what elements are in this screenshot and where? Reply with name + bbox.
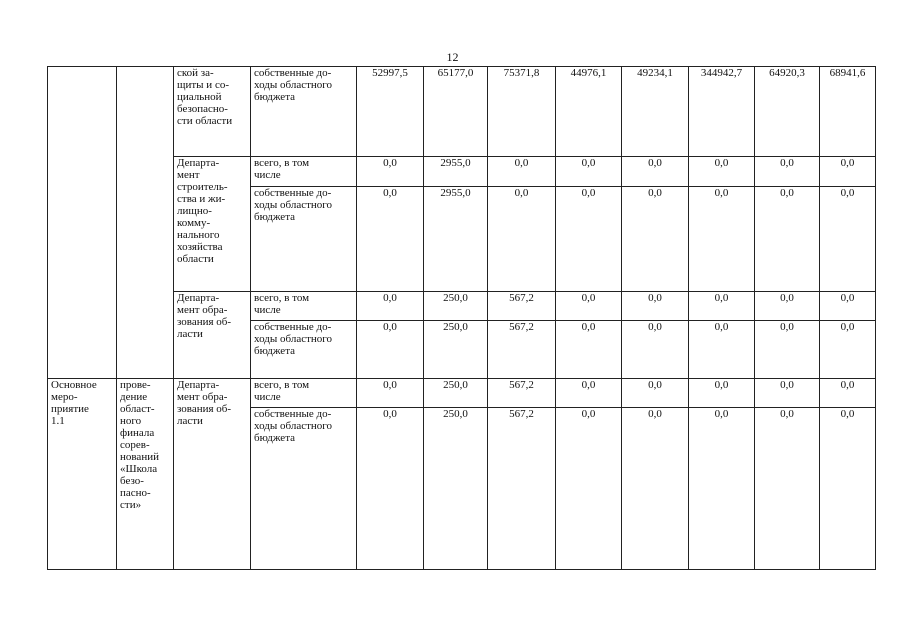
funding-source-cell: собственные до- ходы областного бюджета xyxy=(251,408,357,570)
value-cell: 0,0 xyxy=(755,379,820,408)
measure-cell: Основное меро- приятие 1.1 xyxy=(48,379,117,570)
value-cell: 344942,7 xyxy=(689,67,755,157)
value-cell: 0,0 xyxy=(755,187,820,292)
responsible-cell: Департа- мент строитель- ства и жи- лищно- комму- нального хозяйства области xyxy=(174,157,251,292)
value-cell: 0,0 xyxy=(755,292,820,321)
value-cell: 250,0 xyxy=(424,408,488,570)
value-cell: 0,0 xyxy=(820,157,876,187)
value-cell: 0,0 xyxy=(755,408,820,570)
measure-name-cell: прове- дение област- ного финала сорев- нований «Школа безо- пасно- сти» xyxy=(117,379,174,570)
value-cell: 0,0 xyxy=(357,379,424,408)
funding-source-cell: собственные до- ходы областного бюджета xyxy=(251,321,357,379)
value-cell: 0,0 xyxy=(622,187,689,292)
value-cell: 0,0 xyxy=(689,157,755,187)
value-cell: 250,0 xyxy=(424,379,488,408)
value-cell: 567,2 xyxy=(488,408,556,570)
value-cell: 44976,1 xyxy=(556,67,622,157)
value-cell: 0,0 xyxy=(689,408,755,570)
measure-name-cell xyxy=(117,67,174,379)
value-cell: 0,0 xyxy=(556,321,622,379)
funding-source-cell: всего, в том числе xyxy=(251,157,357,187)
value-cell: 64920,3 xyxy=(755,67,820,157)
value-cell: 2955,0 xyxy=(424,157,488,187)
value-cell: 0,0 xyxy=(755,321,820,379)
budget-table xyxy=(47,66,876,570)
value-cell: 2955,0 xyxy=(424,187,488,292)
value-cell: 0,0 xyxy=(357,157,424,187)
table-row xyxy=(48,67,876,157)
value-cell: 567,2 xyxy=(488,379,556,408)
value-cell: 0,0 xyxy=(488,157,556,187)
value-cell: 52997,5 xyxy=(357,67,424,157)
value-cell: 49234,1 xyxy=(622,67,689,157)
value-cell: 0,0 xyxy=(488,187,556,292)
responsible-cell: Департа- мент обра- зования об- ласти xyxy=(174,379,251,570)
value-cell: 0,0 xyxy=(820,321,876,379)
value-cell: 0,0 xyxy=(556,292,622,321)
value-cell: 0,0 xyxy=(357,408,424,570)
responsible-cell: ской за- щиты и со- циальной безопасно- сти области xyxy=(174,67,251,157)
funding-source-cell: собственные до- ходы областного бюджета xyxy=(251,67,357,157)
value-cell: 0,0 xyxy=(755,157,820,187)
value-cell: 75371,8 xyxy=(488,67,556,157)
value-cell: 0,0 xyxy=(820,187,876,292)
value-cell: 68941,6 xyxy=(820,67,876,157)
value-cell: 0,0 xyxy=(689,321,755,379)
value-cell: 0,0 xyxy=(556,379,622,408)
value-cell: 0,0 xyxy=(622,292,689,321)
value-cell: 0,0 xyxy=(689,379,755,408)
value-cell: 567,2 xyxy=(488,321,556,379)
page-number: 12 xyxy=(446,50,459,64)
funding-source-cell: всего, в том числе xyxy=(251,379,357,408)
value-cell: 250,0 xyxy=(424,321,488,379)
value-cell: 0,0 xyxy=(820,379,876,408)
funding-source-cell: собственные до- ходы областного бюджета xyxy=(251,187,357,292)
value-cell: 65177,0 xyxy=(424,67,488,157)
value-cell: 0,0 xyxy=(689,187,755,292)
value-cell: 0,0 xyxy=(622,321,689,379)
value-cell: 0,0 xyxy=(357,292,424,321)
value-cell: 0,0 xyxy=(820,408,876,570)
value-cell: 0,0 xyxy=(556,408,622,570)
value-cell: 0,0 xyxy=(357,321,424,379)
funding-source-cell: всего, в том числе xyxy=(251,292,357,321)
value-cell: 0,0 xyxy=(622,379,689,408)
measure-cell xyxy=(48,67,117,379)
value-cell: 0,0 xyxy=(820,292,876,321)
value-cell: 0,0 xyxy=(622,408,689,570)
value-cell: 250,0 xyxy=(424,292,488,321)
value-cell: 567,2 xyxy=(488,292,556,321)
value-cell: 0,0 xyxy=(689,292,755,321)
value-cell: 0,0 xyxy=(622,157,689,187)
table-row xyxy=(48,379,876,408)
value-cell: 0,0 xyxy=(556,157,622,187)
value-cell: 0,0 xyxy=(556,187,622,292)
responsible-cell: Департа- мент обра- зования об- ласти xyxy=(174,292,251,379)
value-cell: 0,0 xyxy=(357,187,424,292)
